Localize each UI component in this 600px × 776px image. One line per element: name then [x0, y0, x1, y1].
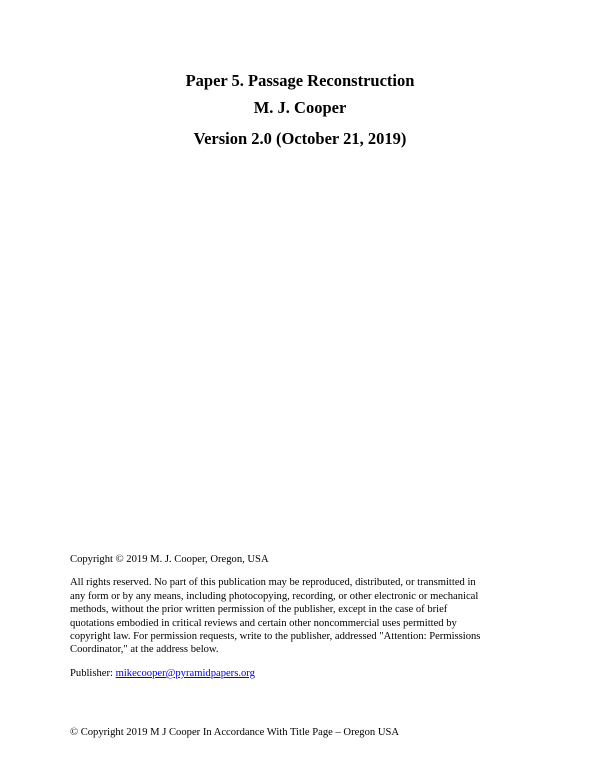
publisher-label: Publisher: [70, 667, 116, 679]
paper-title: Paper 5. Passage Reconstruction [185, 71, 415, 90]
publisher-line [70, 667, 532, 680]
footer-copyright: © Copyright 2019 M J Cooper In Accordance With Title Page – Oregon USA [70, 727, 400, 738]
version-line: Version 2.0 (October 21, 2019) [193, 129, 407, 148]
title-block [0, 70, 600, 156]
copyright-line: Copyright © 2019 M. J. Cooper, Oregon, USA [70, 554, 269, 565]
rights-paragraph: All rights reserved. No part of this publication may be reproduced, distributed, or transmitted in any form or by any means, including photocopying, recording, or other electronic or mechanical methods, without the prior written permission of the publisher, except in the case of brief quotations embodied in critical reviews and certain other noncommercial uses permitted by copyright law. For permission requests, write to the publisher, addressed "Attention: Permissions Coordinator," at the address below. [70, 577, 481, 656]
author-name: M. J. Cooper [253, 98, 347, 117]
publisher-email-link[interactable]: mikecooper@pyramidpapers.org [115, 667, 255, 679]
copyright-block [70, 553, 532, 680]
